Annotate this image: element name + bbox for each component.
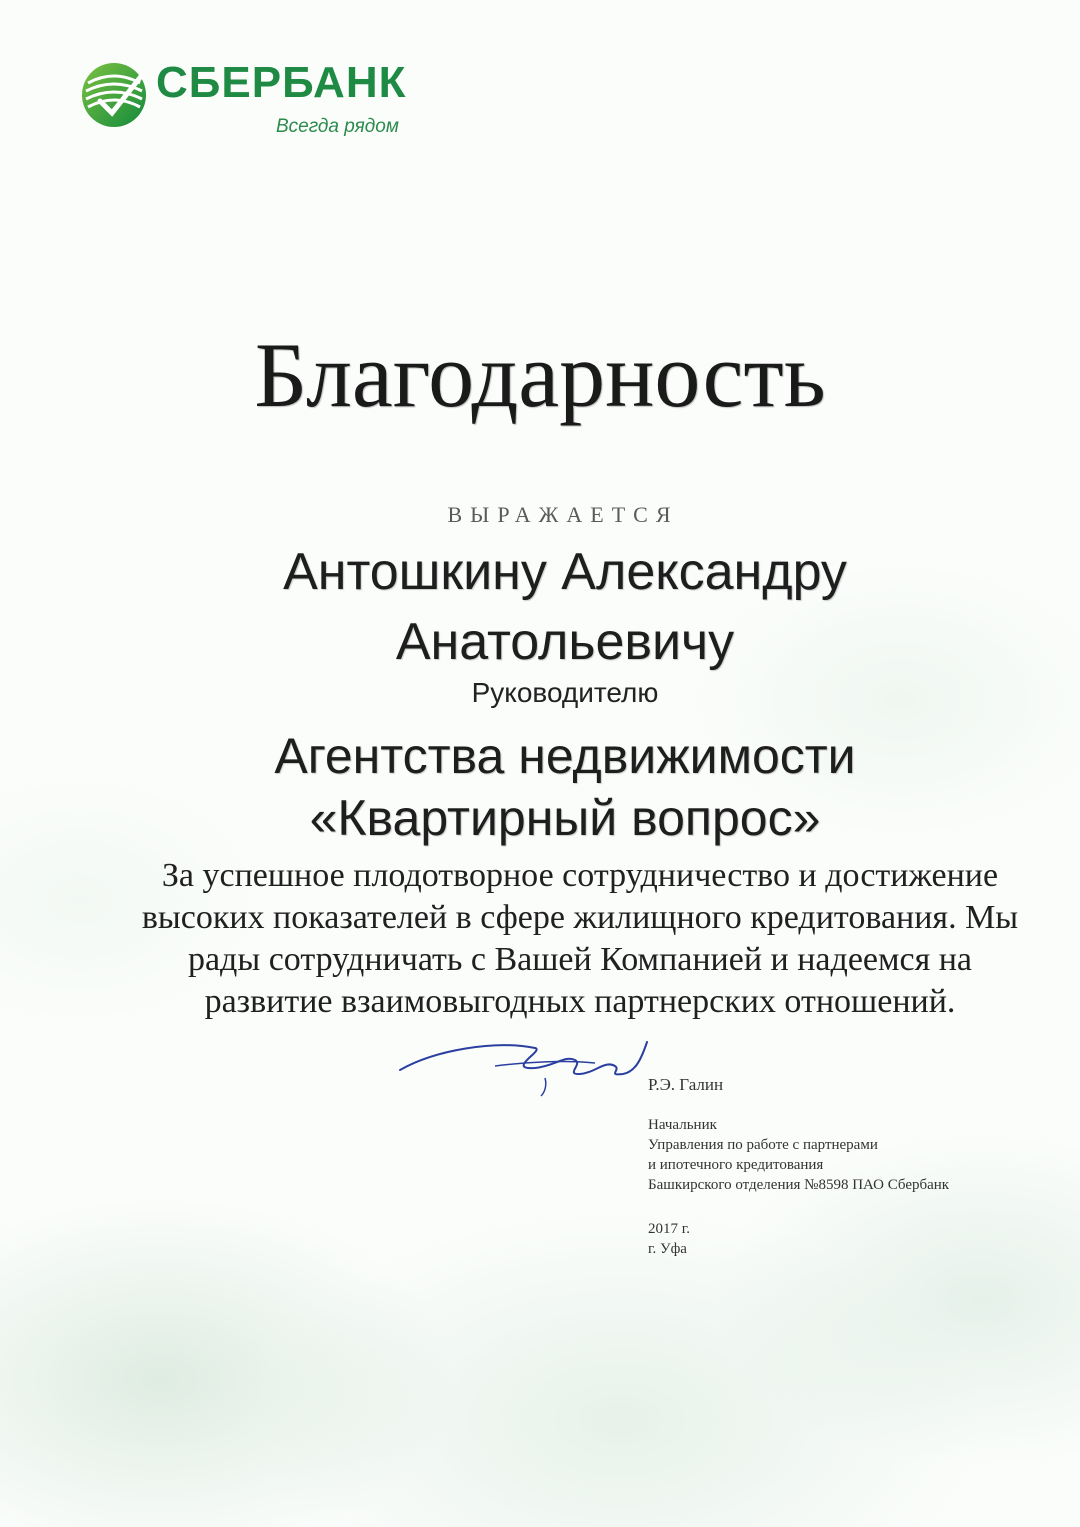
signatory-name: Р.Э. Галин	[648, 1075, 724, 1094]
signatory-title-line: Начальник	[648, 1117, 717, 1133]
signatory-title-line: и ипотечного кредитования	[648, 1157, 824, 1173]
recipient-name-line1: Антошкину Александру	[283, 543, 847, 601]
signatory-title-line: Управления по работе с партнерами	[648, 1137, 878, 1153]
agency-name	[0, 725, 1080, 849]
sberbank-logo-icon	[80, 61, 148, 129]
signatory-block	[648, 1075, 949, 1259]
handwritten-signature	[395, 1030, 675, 1105]
recipient-position: Руководителю	[471, 677, 659, 708]
agency-name-line2: «Квартирный вопрос»	[309, 790, 821, 846]
document-city: г. Уфа	[648, 1241, 687, 1257]
logo-slogan: Всегда рядом	[276, 116, 399, 137]
recipient-name	[0, 537, 1080, 677]
gratitude-line: За успешное плодотворное сотрудничество и достижение	[161, 857, 999, 894]
expressed-label: ВЫРАЖАЕТСЯ	[447, 502, 679, 527]
document-title: Благодарность	[254, 324, 826, 426]
gratitude-line: высоких показателей в сфере жилищного кредитования. Мы	[141, 899, 1019, 936]
signatory-title-line: Башкирского отделения №8598 ПАО Сбербанк	[648, 1177, 950, 1193]
gratitude-line: рады сотрудничать с Вашей Компанией и надеемся на	[187, 941, 973, 978]
agency-name-line1: Агентства недвижимости	[274, 728, 856, 784]
gratitude-line: развитие взаимовыгодных партнерских отношений.	[204, 983, 956, 1020]
recipient-name-line2: Анатольевичу	[395, 613, 735, 671]
sberbank-logo	[80, 55, 420, 145]
gratitude-text	[100, 855, 1060, 1023]
document-year: 2017 г.	[648, 1221, 690, 1237]
logo-name: СБЕРБАНК	[156, 58, 407, 107]
